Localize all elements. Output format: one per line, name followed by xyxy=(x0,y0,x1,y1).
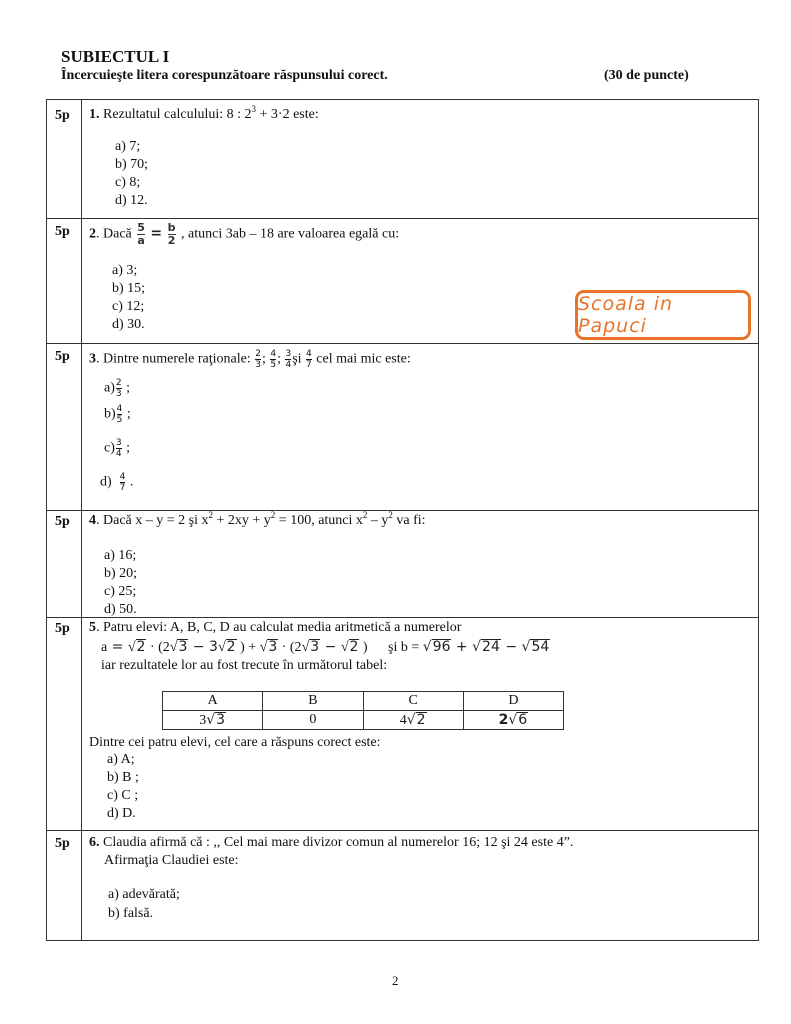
q5-line4: Dintre cei patru elevi, cel care a răspuns corect este: xyxy=(89,735,381,750)
q2-option-a[interactable]: a) 3; xyxy=(112,263,138,278)
q2-text xyxy=(89,222,399,247)
q5-number: 5 xyxy=(89,620,96,635)
q5-option-a[interactable]: a) A; xyxy=(107,752,135,767)
q5-expression-a: a = √2 · (2√3 − 3√2 ) + √3 · (2√3 − √2 ) xyxy=(101,639,368,655)
q2-text-b: , atunci 3ab – 18 are valoarea egală cu: xyxy=(181,226,400,242)
q1-text-b: + 3·2 este: xyxy=(259,107,319,122)
q2-text-a: . Dacă xyxy=(96,226,132,242)
q3-fraction: $\frac{4}{7}$ xyxy=(306,349,312,370)
q3-fraction: $\frac{3}{4}$ xyxy=(285,349,292,370)
q6-number: 6. xyxy=(89,835,100,850)
q1-option-a[interactable]: a) 7; xyxy=(115,139,141,154)
q1-option-b[interactable]: b) 70; xyxy=(115,157,149,172)
q5-option-b[interactable]: b) B ; xyxy=(107,770,139,785)
q5-points: 5p xyxy=(55,621,70,636)
q3-text: 3. Dintre numerele raţionale: $\frac{2}{3}$ ; $\frac{4}{5}$ ; $\frac{3}{4}$ şi $\frac{4}{7}$ cel mai mic este: xyxy=(89,349,411,370)
q5-line1: 5. Patru elevi: A, B, C, D au calculat media aritmetică a numerelor xyxy=(89,620,462,635)
q4-option-b[interactable]: b) 20; xyxy=(104,566,138,581)
row-divider xyxy=(46,830,759,831)
table-header-c: C xyxy=(363,692,463,711)
row-divider xyxy=(46,343,759,344)
q3-text-a: . Dintre numerele raţionale: xyxy=(96,351,251,367)
q3-option-c[interactable]: c) $\frac{3}{4}$ ; xyxy=(104,438,131,459)
q6-text: 6. Claudia afirmă că : ,, Cel mai mare divizor comun al numerelor 16; 12 şi 24 este 4”. xyxy=(89,835,574,850)
q1-text xyxy=(89,104,319,123)
q4-option-d[interactable]: d) 50. xyxy=(104,602,137,617)
q1-number: 1. xyxy=(89,107,100,122)
watermark-logo: Scoala in Papuci xyxy=(575,290,751,340)
results-table xyxy=(162,691,564,730)
q5-option-d[interactable]: d) D. xyxy=(107,806,136,821)
q2-points: 5p xyxy=(55,224,70,239)
q2-option-d[interactable]: d) 30. xyxy=(112,317,145,332)
q3-option-d[interactable]: d) $\frac{4}{7}$ . xyxy=(100,472,134,493)
row-divider xyxy=(46,218,759,219)
total-points: (30 de puncte) xyxy=(604,68,689,83)
table-value-b: 0 xyxy=(263,711,363,730)
table-header-a: A xyxy=(163,692,263,711)
q4-text: 4. Dacă x – y = 2 şi $x^2 + 2xy + y^2 = 100$, atunci $x^2 - y^2$ va fi: xyxy=(89,510,426,528)
q5-option-c[interactable]: c) C ; xyxy=(107,788,139,803)
q6-line2: Afirmaţia Claudiei este: xyxy=(104,853,239,868)
q3-fraction: $\frac{2}{3}$ xyxy=(255,349,261,370)
q3-number: 3 xyxy=(89,351,96,367)
q1-option-c[interactable]: c) 8; xyxy=(115,175,141,190)
q1-points: 5p xyxy=(55,108,70,123)
q2-number: 2 xyxy=(89,226,96,242)
q2-equals: = xyxy=(150,225,163,242)
q3-fraction: $\frac{4}{5}$ xyxy=(270,349,277,370)
q5-expression-b: şi b = √96 + √24 − √54 xyxy=(388,639,550,655)
page-number: 2 xyxy=(392,973,399,988)
table-header-b: B xyxy=(263,692,363,711)
points-column-divider xyxy=(81,99,82,941)
q3-option-a[interactable]: a) $\frac{2}{3}$ ; xyxy=(104,378,131,399)
row-divider xyxy=(46,510,759,511)
q3-points: 5p xyxy=(55,349,70,364)
q2-fraction-1: $\frac{5}{a}$ xyxy=(137,221,145,247)
q4-option-a[interactable]: a) 16; xyxy=(104,548,137,563)
q5-line3: iar rezultatele lor au fost trecute în următorul tabel: xyxy=(101,658,388,673)
q3-option-b[interactable]: b) $\frac{4}{5}$ ; xyxy=(104,404,131,425)
table-header-d: D xyxy=(463,692,563,711)
q6-option-a[interactable]: a) adevărată; xyxy=(108,887,180,902)
q6-points: 5p xyxy=(55,836,70,851)
q4-number: 4 xyxy=(89,513,96,528)
q2-option-b[interactable]: b) 15; xyxy=(112,281,146,296)
q1-option-d[interactable]: d) 12. xyxy=(115,193,148,208)
table-value-d: 2√6 xyxy=(463,711,563,730)
q6-option-b[interactable]: b) falsă. xyxy=(108,906,154,921)
table-value-a: 3√3 xyxy=(163,711,263,730)
q4-points: 5p xyxy=(55,514,70,529)
q1-exponent: 3 xyxy=(251,104,257,114)
row-divider xyxy=(46,617,759,618)
instruction: Încercuieşte litera corespunzătoare răspunsului corect. xyxy=(61,68,388,83)
q1-text-a: Rezultatul calculului: 8 : 2 xyxy=(103,107,252,122)
page-title: SUBIECTUL I xyxy=(61,47,170,66)
q2-option-c[interactable]: c) 12; xyxy=(112,299,145,314)
q2-fraction-2: $\frac{b}{2}$ xyxy=(167,221,176,247)
q4-option-c[interactable]: c) 25; xyxy=(104,584,137,599)
q3-text-b: cel mai mic este: xyxy=(316,351,411,367)
table-value-c: 4√2 xyxy=(363,711,463,730)
